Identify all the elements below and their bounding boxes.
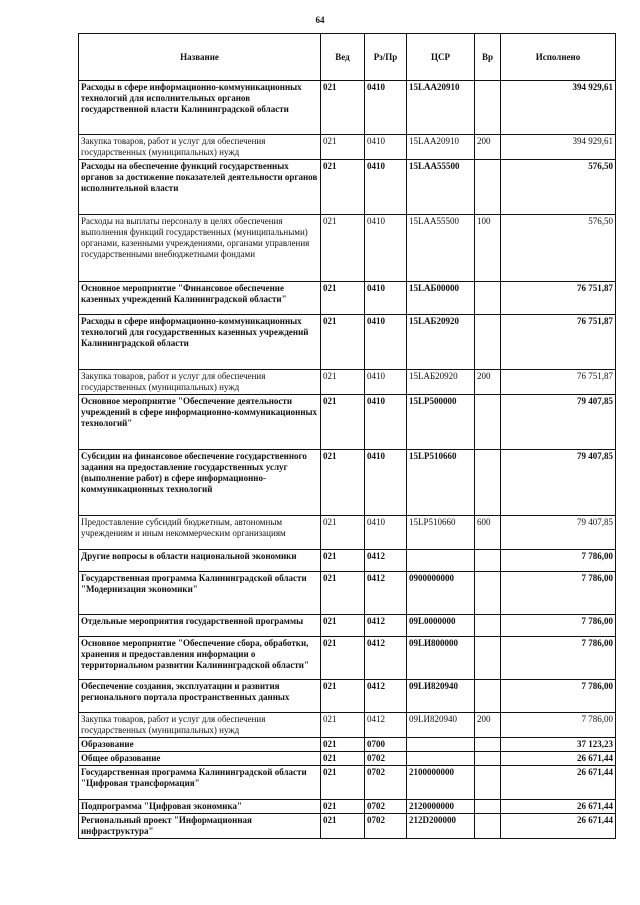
cell-csr: 15LAБ00000 bbox=[407, 282, 475, 315]
cell-ved: 021 bbox=[321, 315, 365, 370]
cell-ved: 021 bbox=[321, 680, 365, 713]
cell-ved: 021 bbox=[321, 450, 365, 516]
cell-vr bbox=[475, 637, 501, 680]
cell-csr: 09L0000000 bbox=[407, 615, 475, 637]
cell-csr: 15LAA20910 bbox=[407, 81, 475, 135]
table-row bbox=[79, 637, 616, 680]
header-csr: ЦСР bbox=[407, 34, 475, 81]
cell-csr bbox=[407, 550, 475, 572]
cell-ved: 021 bbox=[321, 160, 365, 215]
cell-name: Подпрограмма "Цифровая экономика" bbox=[79, 800, 321, 814]
cell-csr: 15LAБ20920 bbox=[407, 315, 475, 370]
header-vr: Вр bbox=[475, 34, 501, 81]
table-row bbox=[79, 450, 616, 516]
cell-rz: 0412 bbox=[365, 572, 407, 615]
cell-rz: 0410 bbox=[365, 370, 407, 395]
table-row bbox=[79, 680, 616, 713]
cell-vr bbox=[475, 160, 501, 215]
cell-name: Образование bbox=[79, 738, 321, 752]
table-row bbox=[79, 713, 616, 738]
table-row bbox=[79, 516, 616, 550]
table-row bbox=[79, 370, 616, 395]
cell-csr: 15LAБ20920 bbox=[407, 370, 475, 395]
cell-executed: 26 671,44 bbox=[501, 800, 616, 814]
cell-rz: 0410 bbox=[365, 315, 407, 370]
cell-rz: 0412 bbox=[365, 680, 407, 713]
cell-vr: 200 bbox=[475, 370, 501, 395]
table-row bbox=[79, 550, 616, 572]
cell-rz: 0412 bbox=[365, 637, 407, 680]
cell-name: Расходы в сфере информационно-коммуникационных технологий для государственных казенных учреждений Калининградской области bbox=[79, 315, 321, 370]
cell-vr bbox=[475, 395, 501, 450]
cell-ved: 021 bbox=[321, 215, 365, 282]
cell-rz: 0412 bbox=[365, 550, 407, 572]
cell-executed: 26 671,44 bbox=[501, 752, 616, 766]
cell-ved: 021 bbox=[321, 615, 365, 637]
cell-name: Закупка товаров, работ и услуг для обеспечения государственных (муниципальных) нужд bbox=[79, 135, 321, 160]
cell-rz: 0412 bbox=[365, 713, 407, 738]
cell-ved: 021 bbox=[321, 752, 365, 766]
cell-csr: 212D200000 bbox=[407, 814, 475, 839]
cell-executed: 79 407,85 bbox=[501, 450, 616, 516]
cell-csr: 2100000000 bbox=[407, 766, 475, 800]
cell-vr bbox=[475, 752, 501, 766]
cell-name: Расходы в сфере информационно-коммуникационных технологий для исполнительных органов государственной власти Калининградской области bbox=[79, 81, 321, 135]
cell-vr bbox=[475, 550, 501, 572]
cell-csr: 15LAA55500 bbox=[407, 160, 475, 215]
cell-name: Государственная программа Калининградской области "Модернизация экономики" bbox=[79, 572, 321, 615]
cell-executed: 26 671,44 bbox=[501, 814, 616, 839]
table-row bbox=[79, 766, 616, 800]
cell-ved: 021 bbox=[321, 370, 365, 395]
cell-csr: 09LИ820940 bbox=[407, 713, 475, 738]
table-row bbox=[79, 215, 616, 282]
cell-rz: 0410 bbox=[365, 395, 407, 450]
cell-executed: 37 123,23 bbox=[501, 738, 616, 752]
cell-executed: 7 786,00 bbox=[501, 572, 616, 615]
cell-csr: 09LИ820940 bbox=[407, 680, 475, 713]
cell-executed: 394 929,61 bbox=[501, 135, 616, 160]
cell-executed: 7 786,00 bbox=[501, 637, 616, 680]
cell-name: Расходы на выплаты персоналу в целях обеспечения выполнения функций государственных (муниципальными) органами, казенными учреждениями, органами управления государственными внебюджетными фондами bbox=[79, 215, 321, 282]
cell-csr bbox=[407, 752, 475, 766]
cell-csr: 15LAA55500 bbox=[407, 215, 475, 282]
cell-ved: 021 bbox=[321, 637, 365, 680]
cell-rz: 0410 bbox=[365, 160, 407, 215]
cell-name: Отдельные мероприятия государственной программы bbox=[79, 615, 321, 637]
header-ved: Вед bbox=[321, 34, 365, 81]
budget-table bbox=[78, 33, 616, 839]
cell-csr: 15LP510660 bbox=[407, 450, 475, 516]
cell-ved: 021 bbox=[321, 766, 365, 800]
cell-name: Субсидии на финансовое обеспечение государственного задания на предоставление государственных услуг (выполнение работ) в сфере информационно-коммуникационных технологий bbox=[79, 450, 321, 516]
cell-name: Обеспечение создания, эксплуатации и развития регионального портала пространственных данных bbox=[79, 680, 321, 713]
cell-rz: 0702 bbox=[365, 814, 407, 839]
cell-vr bbox=[475, 572, 501, 615]
cell-ved: 021 bbox=[321, 713, 365, 738]
header-name: Название bbox=[79, 34, 321, 81]
cell-ved: 021 bbox=[321, 550, 365, 572]
cell-rz: 0410 bbox=[365, 516, 407, 550]
cell-executed: 7 786,00 bbox=[501, 680, 616, 713]
cell-name: Общее образование bbox=[79, 752, 321, 766]
cell-executed: 7 786,00 bbox=[501, 713, 616, 738]
table-row bbox=[79, 395, 616, 450]
header-rz: Рз/Пр bbox=[365, 34, 407, 81]
cell-ved: 021 bbox=[321, 282, 365, 315]
cell-vr: 200 bbox=[475, 713, 501, 738]
cell-vr: 200 bbox=[475, 135, 501, 160]
cell-name: Закупка товаров, работ и услуг для обеспечения государственных (муниципальных) нужд bbox=[79, 370, 321, 395]
cell-rz: 0412 bbox=[365, 615, 407, 637]
table-row bbox=[79, 814, 616, 839]
cell-name: Другие вопросы в области национальной экономики bbox=[79, 550, 321, 572]
cell-vr bbox=[475, 800, 501, 814]
cell-name: Государственная программа Калининградской области "Цифровая трансформация" bbox=[79, 766, 321, 800]
cell-vr bbox=[475, 766, 501, 800]
table-row bbox=[79, 160, 616, 215]
cell-vr bbox=[475, 615, 501, 637]
cell-executed: 76 751,87 bbox=[501, 315, 616, 370]
cell-name: Основное мероприятие "Обеспечение сбора, обработки, хранения и предоставления информации о территориальном развитии Калининградской области" bbox=[79, 637, 321, 680]
cell-executed: 7 786,00 bbox=[501, 550, 616, 572]
cell-ved: 021 bbox=[321, 572, 365, 615]
cell-vr: 100 bbox=[475, 215, 501, 282]
cell-csr: 15LP500000 bbox=[407, 395, 475, 450]
cell-executed: 394 929,61 bbox=[501, 81, 616, 135]
cell-executed: 576,50 bbox=[501, 215, 616, 282]
cell-csr: 09LИ800000 bbox=[407, 637, 475, 680]
table-row bbox=[79, 282, 616, 315]
cell-vr bbox=[475, 680, 501, 713]
cell-vr bbox=[475, 81, 501, 135]
cell-name: Закупка товаров, работ и услуг для обеспечения государственных (муниципальных) нужд bbox=[79, 713, 321, 738]
table-row bbox=[79, 752, 616, 766]
cell-csr: 2120000000 bbox=[407, 800, 475, 814]
cell-vr bbox=[475, 814, 501, 839]
cell-executed: 7 786,00 bbox=[501, 615, 616, 637]
cell-ved: 021 bbox=[321, 395, 365, 450]
cell-rz: 0410 bbox=[365, 215, 407, 282]
cell-csr: 15LAA20910 bbox=[407, 135, 475, 160]
cell-vr bbox=[475, 450, 501, 516]
cell-rz: 0410 bbox=[365, 450, 407, 516]
cell-vr bbox=[475, 315, 501, 370]
cell-name: Основное мероприятие "Обеспечение деятельности учреждений в сфере информационно-коммуникационных технологий" bbox=[79, 395, 321, 450]
table-row bbox=[79, 800, 616, 814]
cell-rz: 0700 bbox=[365, 738, 407, 752]
header-executed: Исполнено bbox=[501, 34, 616, 81]
cell-executed: 76 751,87 bbox=[501, 370, 616, 395]
cell-csr bbox=[407, 738, 475, 752]
cell-csr: 15LP510660 bbox=[407, 516, 475, 550]
table-row bbox=[79, 315, 616, 370]
cell-ved: 021 bbox=[321, 738, 365, 752]
cell-executed: 26 671,44 bbox=[501, 766, 616, 800]
cell-vr bbox=[475, 282, 501, 315]
cell-csr: 0900000000 bbox=[407, 572, 475, 615]
page-number: 64 bbox=[315, 15, 325, 25]
cell-rz: 0702 bbox=[365, 752, 407, 766]
table-row bbox=[79, 615, 616, 637]
cell-vr bbox=[475, 738, 501, 752]
table-row bbox=[79, 135, 616, 160]
cell-executed: 79 407,85 bbox=[501, 395, 616, 450]
cell-rz: 0410 bbox=[365, 135, 407, 160]
table-header-row bbox=[79, 34, 616, 81]
cell-ved: 021 bbox=[321, 800, 365, 814]
table-row bbox=[79, 81, 616, 135]
cell-executed: 76 751,87 bbox=[501, 282, 616, 315]
cell-name: Предоставление субсидий бюджетным, автономным учреждениям и иным некоммерческим организациям bbox=[79, 516, 321, 550]
cell-rz: 0702 bbox=[365, 766, 407, 800]
cell-ved: 021 bbox=[321, 81, 365, 135]
cell-rz: 0702 bbox=[365, 800, 407, 814]
cell-vr: 600 bbox=[475, 516, 501, 550]
cell-executed: 576,50 bbox=[501, 160, 616, 215]
cell-name: Региональный проект "Информационная инфраструктура" bbox=[79, 814, 321, 839]
cell-rz: 0410 bbox=[365, 81, 407, 135]
table-row bbox=[79, 572, 616, 615]
cell-rz: 0410 bbox=[365, 282, 407, 315]
cell-name: Основное мероприятие "Финансовое обеспечение казенных учреждений Калининградской области" bbox=[79, 282, 321, 315]
table-row bbox=[79, 738, 616, 752]
cell-ved: 021 bbox=[321, 516, 365, 550]
cell-ved: 021 bbox=[321, 814, 365, 839]
cell-executed: 79 407,85 bbox=[501, 516, 616, 550]
cell-ved: 021 bbox=[321, 135, 365, 160]
table-body bbox=[79, 81, 616, 839]
cell-name: Расходы на обеспечение функций государственных органов за достижение показателей деятельности органов исполнительной власти bbox=[79, 160, 321, 215]
